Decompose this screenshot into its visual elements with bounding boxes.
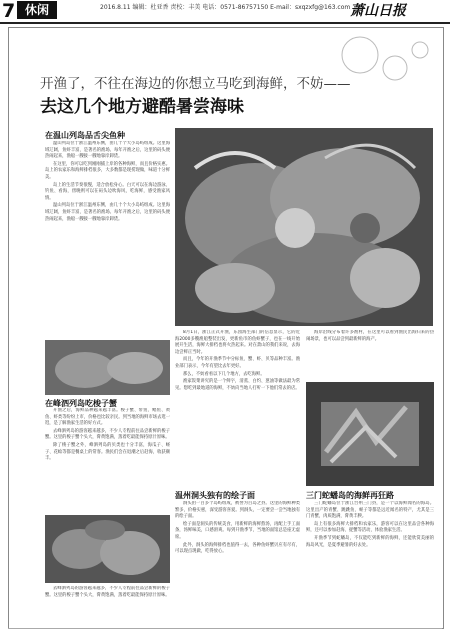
paragraph: 8月1日，浙江正式开渔，东园海生部门的信息显示，它的近海2000多艘渔船整装出发，更新鱼市的鱼虾蟹子，也在一线开始展开生活，海鲜大排档也将火热起来。对在萧山的我们来说，去海边尝鲜正当时。: [175, 330, 300, 355]
paragraph: 岛上的生活节奏很慢，适合放松身心。白天可以在海边游泳、钓鱼、看海，傍晚则可以在码头边吹海风，吃海鲜，感受渔家风情。: [45, 182, 170, 201]
header-meta: 2016.8.11 编辑：杜亚香 责校：丰美 电话：0571-86757150 E-mail：sxqzxfg@163.com: [100, 4, 351, 11]
article-column-2b: [45, 586, 170, 626]
paragraph: 去峰泗列岛的游客越来越多，不少人专程前往品尝新鲜的梭子蟹。这里的梭子蟹个头大，膏黄饱满，蒸着吃最能保持原汁原味。: [45, 586, 170, 598]
page-footer: [8, 628, 442, 637]
article-column-3: [175, 330, 300, 485]
section-heading-2: 在峰泗列岛吃梭子蟹: [45, 399, 117, 408]
paragraph: 温山列岛位于浙江温州东侧，由几十个大小岛屿组成。这里海域辽阔，鱼虾丰富，是著名的渔场。每年开渔之后，这里的码头便热闹起来，渔船一艘接一艘地靠岸卸货。: [45, 141, 170, 160]
article-column-4: [175, 501, 300, 625]
headline-title: 去这几个地方避酷暑尝海味: [40, 97, 244, 117]
crab-photo: [45, 340, 170, 395]
crab-basket-photo: [45, 515, 170, 583]
seafood-platter-photo: [175, 128, 433, 326]
paragraph: 除了梭子蟹之外，峰泗列岛的贝类也十分丰富，海瓜子、蛏子、花蛤等都是餐桌上的常客。渔民们会在退潮之后赶海，收获颇丰。: [45, 442, 170, 462]
bamboo-shoot-photo: [306, 382, 434, 486]
headline-subtitle: 开渔了，不往在海边的你想立马吃到海鲜，不妨——: [40, 76, 351, 92]
paragraph: 在这里，你可以吃到刚刚捕上岸的各种海鲜，而且价格实惠。岛上的农家乐和海鲜排档很多，大多数都是现捞现做，味道十分鲜美。: [45, 161, 170, 180]
paragraph: 渔家饭菜讲究的是一个鲜字，清蒸、白灼、葱油等做法最为常见。想吃到最地道的海鲜，不妨向当地人打听一下他们常去的店。: [175, 379, 300, 391]
page-number: 7: [2, 0, 16, 22]
paragraph: 绘子面是洞头的传统美食，用新鲜的海鲜熬汤，再配上手工面条，汤鲜味美，口感滑爽。每到开渔季节，当地的面馆总是座无虚席。: [175, 521, 300, 540]
paragraph: 洞头由一百多个岛屿组成，被誉为百岛之县。这里的海鲜种类繁多，价格实惠，深受游客喜爱。到洞头，一定要尝一尝当地独有的绘子面。: [175, 501, 300, 520]
paragraph: 那么，不妨看看以下几个地方，去吃海鲜。: [183, 371, 265, 377]
paragraph: 此外，洞头的海鲜排档也值得一去，各种鱼虾蟹贝应有尽有，可以现点现做，吃得放心。: [175, 542, 300, 555]
paragraph: 海岸沿线分布着许多渔村，在这里可以看到渔民出海归来的热闹场景，也可以品尝到最新鲜的海产。: [306, 330, 434, 342]
section-label: 休闲: [17, 1, 57, 19]
newspaper-logo: 萧山日报: [350, 3, 406, 19]
section-heading-3: 温州洞头独有的绘子面: [175, 491, 255, 500]
paragraph: 三门蛇蟠岛位于浙江台州三门县，是一个以海鲜闻名的海岛。这里出产的青蟹、跳跳鱼、蛏子等都是远近闻名的特产，尤其是三门青蟹，肉质饱满，膏黄丰腴。: [306, 501, 434, 520]
section-heading-4: 三门蛇蟠岛的海鲜再狂路: [306, 491, 394, 500]
paragraph: 岛上有很多海鲜大排档和农家乐，游客可以在这里品尝各种海鲜，还可以参加赶海、捉蟹等活动，体验渔家生活。: [306, 521, 434, 534]
section-heading-1: 在温山列岛品舌尖鱼种: [45, 131, 125, 140]
paragraph: 开渔之后，海鲜品种越来越丰富。梭子蟹、带鱼、鲳鱼、黄鱼、虾类等纷纷上市，价格也比较亲民。到当地的海鲜市场去逛一逛，是了解渔家生活的好方式。: [45, 408, 170, 427]
article-column-2: [45, 408, 170, 512]
paragraph: 而且，今年的开渔季节中分标鱼、蟹、虾、贝等品种丰富。渔业部门表示，今年有望比去年更好。: [175, 357, 300, 369]
paragraph: 去峰泗列岛的游客越来越多，不少人专程前往品尝新鲜的梭子蟹。这里的梭子蟹个头大，膏黄饱满，蒸着吃最能保持原汁原味。: [45, 428, 170, 441]
paragraph: 开渔季节到蛇蟠岛，不仅能吃到新鲜的海鲜，还能欣赏美丽的海岛风光，是夏季避暑的好去处。: [306, 535, 434, 548]
article-column-6: [306, 501, 434, 625]
article-column-1: [45, 141, 170, 337]
article-column-5: [306, 330, 434, 378]
paragraph: 温山列岛位于浙江温州东侧，由几十个大小岛屿组成。这里海域辽阔，鱼虾丰富，是著名的渔场。每年开渔之后，这里的码头便热闹起来，渔船一艘接一艘地靠岸卸货。: [45, 203, 170, 222]
